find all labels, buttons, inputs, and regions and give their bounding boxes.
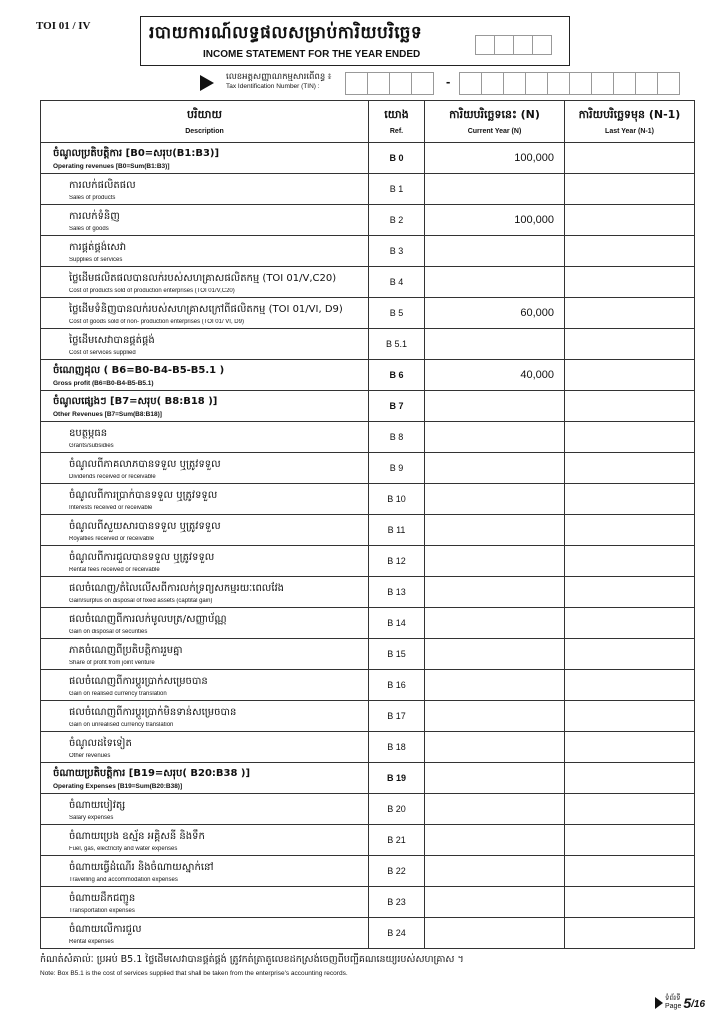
last-year-value[interactable] [565,267,695,298]
row-ref: B 4 [369,267,425,298]
last-year-value[interactable] [565,732,695,763]
current-year-value[interactable] [425,887,565,918]
row-ref: B 12 [369,546,425,577]
column-label-khmer: ការិយបរិច្ឆេទនេះ (N) [449,108,540,121]
row-description [41,763,369,794]
tin-digit-box[interactable] [613,72,636,95]
current-year-value[interactable] [425,267,565,298]
page-current: 5 [683,995,692,1011]
row-ref: B 16 [369,670,425,701]
row-ref: B 10 [369,484,425,515]
row-description [41,670,369,701]
table-row [41,763,695,794]
row-label-khmer: ចំណាយធ្វើដំណើរ និងចំណាយស្នាក់នៅ [69,861,214,873]
current-year-value[interactable] [425,577,565,608]
footnote-english: Note: Box B5.1 is the cost of services supplied that shall be taken from the enterprise's accounting records. [40,970,348,977]
row-ref: B 24 [369,918,425,949]
table-row [41,453,695,484]
current-year-value[interactable] [425,484,565,515]
row-description [41,391,369,422]
row-ref: B 3 [369,236,425,267]
current-year-value[interactable] [425,701,565,732]
tin-prefix-boxes[interactable] [346,72,434,95]
last-year-value[interactable] [565,453,695,484]
last-year-value[interactable] [565,856,695,887]
row-ref: B 21 [369,825,425,856]
row-label-english: Share of profit from joint venture [69,659,155,666]
table-row [41,298,695,329]
column-label-english: Last Year (N-1) [605,128,654,135]
current-year-value[interactable]: 100,000 [425,143,565,174]
row-label-khmer: ភាគចំណេញពីប្រតិបត្តិការរួមគ្នា [69,644,183,656]
row-label-khmer: ចំណូលប្រតិបត្តិការ [B0=សរុប(B1:B3)] [53,148,220,159]
tin-digit-box[interactable] [547,72,570,95]
last-year-value[interactable] [565,391,695,422]
row-label-english: Rental expenses [69,938,114,945]
table-row [41,515,695,546]
tin-digit-box[interactable] [635,72,658,95]
tin-label-english: Tax Identification Number (TIN) : [226,83,320,90]
last-year-value[interactable] [565,887,695,918]
row-label-english: Sales of goods [69,225,109,232]
last-year-value[interactable] [565,360,695,391]
row-label-khmer: ឧបត្ថម្ភធន [69,427,108,439]
row-description [41,794,369,825]
row-label-english: Rental fees received or receivable [69,566,160,573]
row-label-english: Cost of products sold of production enterprises (TOI 01/V,C20) [69,287,235,294]
table-row [41,639,695,670]
last-year-value[interactable] [565,670,695,701]
current-year-value[interactable] [425,825,565,856]
row-ref: B 1 [369,174,425,205]
year-digit-box[interactable] [494,35,514,55]
row-description [41,143,369,174]
row-label-english: Royalties received or receivable [69,535,155,542]
last-year-value[interactable] [565,484,695,515]
column-header-last-year [565,101,695,143]
row-description [41,329,369,360]
row-label-english: Gain on disposal of securities [69,628,148,635]
row-ref: B 13 [369,577,425,608]
row-ref: B 2 [369,205,425,236]
row-label-english: Grants/subsidies [69,442,114,449]
tin-digit-box[interactable] [503,72,526,95]
page-label-english: Page [665,1003,682,1010]
row-ref: B 5 [369,298,425,329]
row-description [41,701,369,732]
current-year-value[interactable] [425,856,565,887]
row-description [41,639,369,670]
row-label-khmer: ចំណូលដទៃទៀត [69,737,132,749]
current-year-value[interactable] [425,639,565,670]
row-label-english: Interests received or receivable [69,504,153,511]
current-year-value[interactable]: 40,000 [425,360,565,391]
row-label-khmer: ការផ្គត់ផ្គង់សេវា [69,241,127,253]
tin-digit-box[interactable] [481,72,504,95]
table-row [41,732,695,763]
table-row [41,794,695,825]
last-year-value[interactable] [565,515,695,546]
page-label-khmer: ទំព័រទី [665,995,681,1002]
tin-digit-box[interactable] [345,72,368,95]
current-year-value[interactable] [425,670,565,701]
row-description [41,298,369,329]
footnote-khmer: កំណត់សំគាល់ៈ ប្រអប់ B5.1 ថ្លៃដើមសេវាបានផ្គត់ផ្គង់ ត្រូវកត់ត្រាតួលេខដកស្រង់ចេញពីបញ្ជីគណនេយ្យរបស់សហគ្រាស ។ [40,954,464,965]
current-year-value[interactable] [425,918,565,949]
row-label-english: Operating Expenses [B19=Sum(B20:B38)] [53,783,183,790]
table-row [41,918,695,949]
row-description [41,887,369,918]
table-body [41,143,695,949]
row-description [41,918,369,949]
table-row [41,825,695,856]
title-khmer: របាយការណ៍លទ្ធផលសម្រាប់ការិយបរិច្ឆេទ [149,23,423,43]
row-ref: B 0 [369,143,425,174]
tin-digit-box[interactable] [411,72,434,95]
column-label-english: Description [185,128,224,135]
tin-separator: - [446,74,451,89]
title-box [140,16,570,66]
row-label-khmer: ថ្លៃដើមផលិតផលបានលក់របស់សហគ្រាសផលិតកម្ម (TOI 01/V,C20) [69,272,337,284]
current-year-value[interactable] [425,329,565,360]
column-label-khmer: បរិយាយ [187,108,222,121]
table-row [41,174,695,205]
year-digit-box[interactable] [475,35,495,55]
current-year-value[interactable] [425,794,565,825]
tin-digit-box[interactable] [591,72,614,95]
form-code: TOI 01 / IV [36,20,91,32]
row-label-english: Travelling and accommodation expenses [69,876,178,883]
row-label-khmer: ផលចំណេញពីការលក់មូលបត្រ/សញ្ញាប័ណ្ណ [69,613,227,625]
row-description [41,577,369,608]
arrow-right-icon [200,75,214,91]
last-year-value[interactable] [565,825,695,856]
row-ref: B 5.1 [369,329,425,360]
row-label-english: Fuel, gas, electricity and water expenses [69,845,178,852]
title-english: INCOME STATEMENT FOR THE YEAR ENDED [203,49,421,60]
column-label-khmer: ការិយបរិច្ឆេទមុន (N-1) [578,108,681,121]
row-label-english: Cost of services supplied [69,349,136,356]
row-label-khmer: ចំណូលពីការប្រាក់បានទទួល ឬត្រូវទទួល [69,489,218,501]
current-year-value[interactable] [425,236,565,267]
table-row [41,360,695,391]
year-digit-box[interactable] [513,35,533,55]
row-label-khmer: ការលក់ទំនិញ [69,210,120,222]
row-label-khmer: ចំណូលពីសួយសារបានទទួល ឬត្រូវទទួល [69,520,221,532]
row-ref: B 18 [369,732,425,763]
table-row [41,608,695,639]
income-statement-table [40,100,695,949]
row-ref: B 9 [369,453,425,484]
column-label-khmer: យោង [384,108,409,121]
table-row [41,856,695,887]
row-label-english: Gross profit (B6=B0-B4-B5-B5.1) [53,380,154,387]
tin-label-khmer: លេខអត្តសញ្ញាណកម្មសារពើពន្ធ ៖ [226,71,332,81]
last-year-value[interactable] [565,205,695,236]
last-year-value[interactable] [565,701,695,732]
table-row [41,391,695,422]
row-description [41,546,369,577]
row-label-khmer: ចំណូលផ្សេងៗ [B7=សរុប( B8:B18 )] [53,396,218,407]
current-year-value[interactable] [425,732,565,763]
row-label-khmer: ផលចំណេញពីការប្តូរប្រាក់មិនទាន់សម្រេចបាន [69,706,237,718]
column-header-current-year [425,101,565,143]
last-year-value[interactable] [565,422,695,453]
tin-digit-box[interactable] [569,72,592,95]
table-row [41,701,695,732]
last-year-value[interactable] [565,608,695,639]
table-row [41,329,695,360]
row-description [41,856,369,887]
row-ref: B 20 [369,794,425,825]
row-label-english: Gain/surplus on disposal of fixed assets (captital gain) [69,597,213,604]
row-label-english: Cost of goods sold of non- production enterprises (TOI 01/ VI, D9) [69,318,244,325]
row-label-khmer: ចំណាយបៀវត្ស [69,799,126,811]
row-label-khmer: ចំណាយដឹកជញ្ជូន [69,892,136,904]
current-year-value[interactable] [425,763,565,794]
row-label-khmer: ថ្លៃដើមសេវាបានផ្គត់ផ្គង់ [69,334,155,346]
last-year-value[interactable] [565,298,695,329]
current-year-value[interactable] [425,515,565,546]
year-input-boxes[interactable] [476,35,552,55]
current-year-value[interactable] [425,422,565,453]
year-digit-box[interactable] [532,35,552,55]
tin-digit-box[interactable] [367,72,390,95]
row-ref: B 15 [369,639,425,670]
row-label-english: Gain on realised currency translation [69,690,167,697]
column-label-english: Ref. [389,128,404,135]
last-year-value[interactable] [565,236,695,267]
table-row [41,577,695,608]
table-row [41,887,695,918]
last-year-value[interactable] [565,546,695,577]
table-row [41,205,695,236]
row-label-khmer: ការលក់ផលិតផល [69,179,136,191]
table-row [41,236,695,267]
row-label-khmer: ចំណេញដុល ( B6=B0-B4-B5-B5.1 ) [53,365,225,376]
last-year-value[interactable] [565,329,695,360]
row-description [41,484,369,515]
row-ref: B 23 [369,887,425,918]
row-label-english: Operating revenues [B0=Sum(B1:B3)] [53,163,170,170]
row-label-khmer: ចំណាយប្រេង ឧស្ម័ន អគ្គិសនី និងទឹក [69,830,205,842]
row-label-khmer: ចំណូលពីភាគលាភបានទទួល ឬត្រូវទទួល [69,458,221,470]
page-total: /16 [691,999,706,1010]
row-label-english: Salary expenses [69,814,114,821]
row-description [41,205,369,236]
table-row [41,546,695,577]
current-year-value[interactable] [425,608,565,639]
last-year-value[interactable] [565,639,695,670]
row-label-english: Other revenues [69,752,111,759]
row-label-english: Supplies of services [69,256,123,263]
tin-row [200,70,690,98]
column-label-english: Current Year (N) [467,128,522,135]
table-row [41,484,695,515]
current-year-value[interactable] [425,546,565,577]
row-ref: B 8 [369,422,425,453]
row-label-english: Sales of products [69,194,116,201]
row-description [41,515,369,546]
table-row [41,422,695,453]
last-year-value[interactable] [565,143,695,174]
row-label-khmer: ចំណាយប្រតិបត្តិការ [B19=សរុប( B20:B38 )] [53,768,251,779]
row-label-khmer: ចំណាយលើការជួល [69,923,142,935]
last-year-value[interactable] [565,577,695,608]
tin-digit-box[interactable] [459,72,482,95]
table-row [41,670,695,701]
current-year-value[interactable]: 60,000 [425,298,565,329]
row-label-khmer: ចំណូលពីការជួលបានទទួល ឬត្រូវទទួល [69,551,215,563]
row-description [41,825,369,856]
last-year-value[interactable] [565,918,695,949]
row-label-khmer: ផលចំណេញ/តំលៃលើសពីការលក់ទ្រព្យសកម្មរយៈពេលវែង [69,582,285,594]
last-year-value[interactable] [565,794,695,825]
tin-digit-box[interactable] [389,72,412,95]
tin-digit-box[interactable] [525,72,548,95]
arrow-right-icon [655,997,663,1009]
row-description [41,360,369,391]
table-header-row [41,101,695,143]
row-label-khmer: ផលចំណេញពីការប្តូរប្រាក់សម្រេចបាន [69,675,208,687]
column-header-ref [369,101,425,143]
last-year-value[interactable] [565,174,695,205]
current-year-value[interactable] [425,174,565,205]
row-ref: B 14 [369,608,425,639]
table-row [41,143,695,174]
row-label-khmer: ថ្លៃដើមទំនិញបានលក់របស់សហគ្រាសក្រៅពីផលិតកម្ម (TOI 01/VI, D9) [69,303,343,315]
row-label-english: Other Revenues [B7=Sum(B8:B18)] [53,411,162,418]
row-ref: B 22 [369,856,425,887]
row-description [41,267,369,298]
row-ref: B 7 [369,391,425,422]
row-description [41,453,369,484]
last-year-value[interactable] [565,763,695,794]
row-description [41,236,369,267]
page-labels [665,995,681,1011]
page-number [655,995,705,1011]
current-year-value[interactable] [425,391,565,422]
row-description [41,422,369,453]
current-year-value[interactable] [425,453,565,484]
tin-number-boxes[interactable] [460,72,680,95]
row-label-english: Gain on unrealised currency translation [69,721,174,728]
row-description [41,608,369,639]
row-description [41,732,369,763]
row-ref: B 11 [369,515,425,546]
current-year-value[interactable]: 100,000 [425,205,565,236]
row-label-english: Dividends received or receivable [69,473,156,480]
row-label-english: Transportation expenses [69,907,135,914]
row-ref: B 17 [369,701,425,732]
tin-digit-box[interactable] [657,72,680,95]
column-header-description [41,101,369,143]
table-row [41,267,695,298]
row-ref: B 19 [369,763,425,794]
row-description [41,174,369,205]
row-ref: B 6 [369,360,425,391]
